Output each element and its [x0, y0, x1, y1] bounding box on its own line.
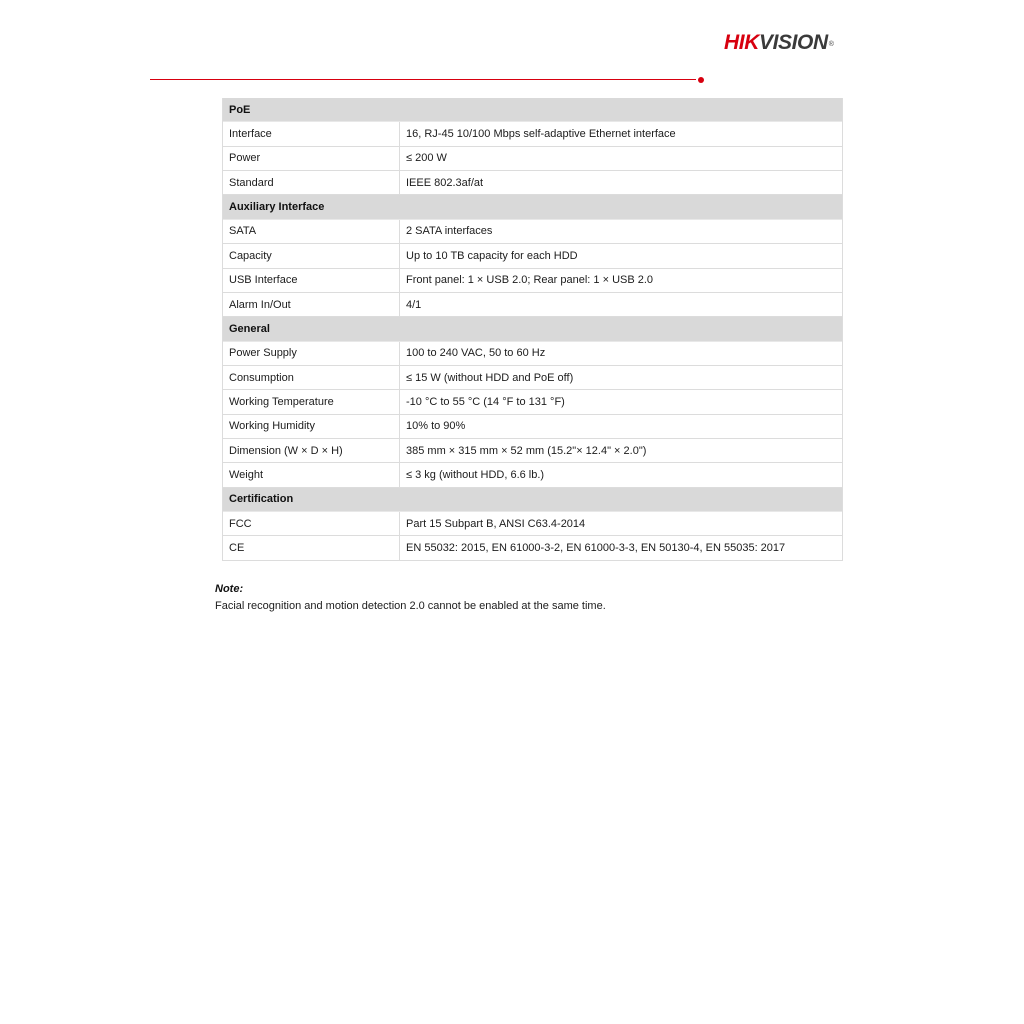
- header-divider-line: [150, 79, 696, 80]
- table-row: [223, 366, 842, 390]
- brand-logo: [724, 31, 834, 55]
- logo-part-hik: HIK: [724, 31, 759, 54]
- note-text: Facial recognition and motion detection 2.0 cannot be enabled at the same time.: [215, 600, 606, 612]
- table-row: [223, 220, 842, 244]
- spec-value: Front panel: 1 × USB 2.0; Rear panel: 1 × USB 2.0: [406, 274, 654, 287]
- section-title: Auxiliary Interface: [229, 201, 325, 214]
- logo-part-vision: VISION: [758, 31, 828, 54]
- spec-value: ≤ 200 W: [406, 152, 447, 165]
- spec-value: 100 to 240 VAC, 50 to 60 Hz: [406, 347, 546, 360]
- spec-label: Alarm In/Out: [223, 293, 400, 316]
- table-row: [223, 122, 842, 146]
- spec-label: Dimension (W × D × H): [223, 439, 400, 462]
- table-row: [223, 269, 842, 293]
- registered-mark: ®: [828, 41, 834, 48]
- spec-label: Consumption: [223, 366, 400, 389]
- spec-label: Capacity: [223, 244, 400, 267]
- table-row: [223, 147, 842, 171]
- section-header-general: [223, 317, 842, 341]
- table-row: [223, 244, 842, 268]
- spec-value: EN 55032: 2015, EN 61000-3-2, EN 61000-3-3, EN 50130-4, EN 55035: 2017: [406, 542, 786, 555]
- table-row: [223, 171, 842, 195]
- spec-label: Working Temperature: [223, 390, 400, 413]
- section-title: General: [229, 322, 270, 335]
- spec-label: USB Interface: [223, 269, 400, 292]
- table-row: [223, 415, 842, 439]
- spec-value: -10 °C to 55 °C (14 °F to 131 °F): [406, 395, 565, 408]
- spec-value: ≤ 3 kg (without HDD, 6.6 lb.): [406, 469, 545, 482]
- spec-label: FCC: [223, 512, 400, 535]
- section-title: PoE: [229, 103, 251, 116]
- section-header-auxiliary-interface: [223, 195, 842, 219]
- spec-value: Up to 10 TB capacity for each HDD: [406, 249, 578, 262]
- spec-value: 10% to 90%: [406, 420, 466, 433]
- table-row: [223, 512, 842, 536]
- spec-label: Interface: [223, 122, 400, 145]
- table-row: [223, 342, 842, 366]
- spec-value: 2 SATA interfaces: [406, 225, 493, 238]
- spec-table: [222, 98, 843, 561]
- spec-label: Power: [223, 147, 400, 170]
- table-row: [223, 439, 842, 463]
- spec-value: 16, RJ-45 10/100 Mbps self-adaptive Ethernet interface: [406, 128, 676, 141]
- spec-label: CE: [223, 536, 400, 559]
- spec-value: 385 mm × 315 mm × 52 mm (15.2"× 12.4" × 2.0"): [406, 444, 647, 457]
- spec-value: Part 15 Subpart B, ANSI C63.4-2014: [406, 517, 586, 530]
- spec-label: Weight: [223, 463, 400, 486]
- section-title: Certification: [229, 493, 294, 506]
- section-header-certification: [223, 488, 842, 512]
- spec-label: Power Supply: [223, 342, 400, 365]
- spec-label: SATA: [223, 220, 400, 243]
- header-divider-dot: [698, 77, 704, 83]
- spec-label: Standard: [223, 171, 400, 194]
- table-row: [223, 293, 842, 317]
- spec-value: IEEE 802.3af/at: [406, 176, 484, 189]
- table-row: [223, 390, 842, 414]
- table-row: [223, 536, 842, 560]
- note-heading: Note:: [215, 583, 244, 595]
- section-header-poe: [223, 98, 842, 122]
- table-row: [223, 463, 842, 487]
- spec-value: ≤ 15 W (without HDD and PoE off): [406, 371, 574, 384]
- spec-value: 4/1: [406, 298, 422, 311]
- spec-label: Working Humidity: [223, 415, 400, 438]
